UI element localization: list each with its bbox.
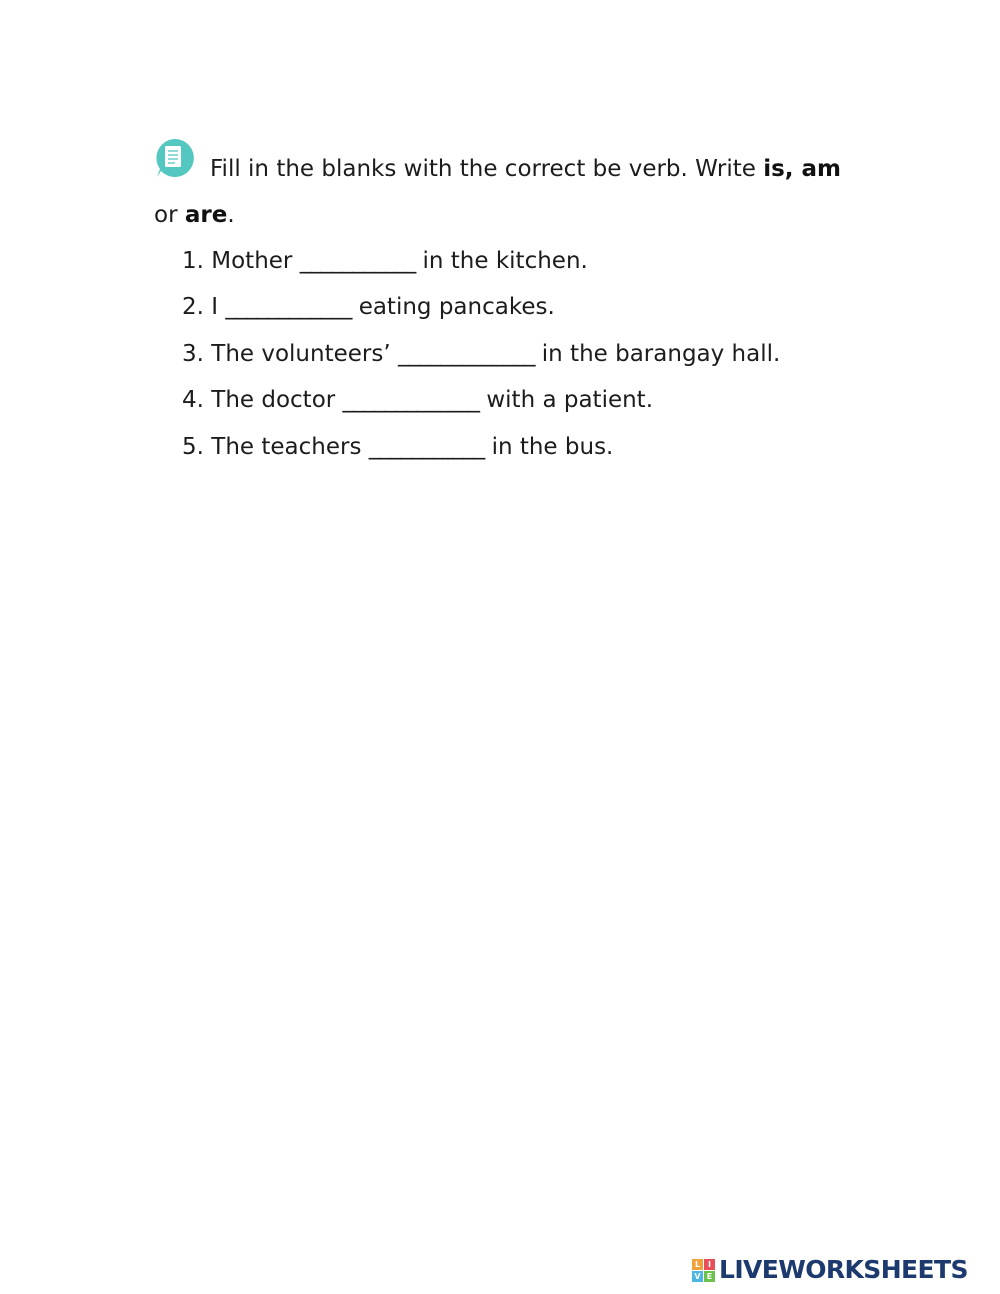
question-list bbox=[182, 246, 780, 478]
instruction-line-2 bbox=[154, 200, 235, 230]
question-number: 2. bbox=[182, 294, 204, 321]
answer-blank[interactable]: ___________ bbox=[368, 433, 485, 460]
question-before: I bbox=[211, 294, 219, 321]
question-after: eating pancakes. bbox=[358, 294, 555, 321]
answer-blank[interactable]: ____________ bbox=[225, 294, 352, 321]
instruction-are-bold: are bbox=[184, 202, 228, 228]
logo-block: L bbox=[692, 1259, 703, 1270]
instruction-or: or bbox=[154, 202, 185, 228]
question-before: Mother bbox=[211, 248, 293, 274]
liveworksheets-logo-icon bbox=[692, 1259, 715, 1282]
logo-block: V bbox=[692, 1271, 703, 1282]
brand-name: LIVEWORKSHEETS bbox=[719, 1255, 968, 1284]
notepad-icon bbox=[152, 136, 196, 180]
answer-blank[interactable]: ___________ bbox=[299, 248, 416, 274]
instruction-text: Fill in the blanks with the correct be verb. Write bbox=[210, 156, 764, 182]
question-item bbox=[182, 339, 780, 385]
question-number: 4. bbox=[182, 387, 204, 414]
question-before: The volunteers’ bbox=[211, 340, 391, 367]
liveworksheets-brand bbox=[692, 1255, 968, 1285]
logo-block: E bbox=[704, 1271, 715, 1282]
question-item bbox=[182, 292, 780, 338]
question-number: 3. bbox=[182, 340, 204, 367]
answer-blank[interactable]: _____________ bbox=[342, 387, 480, 414]
instruction-period: . bbox=[227, 202, 235, 228]
instruction-options-bold: is, am bbox=[763, 156, 842, 182]
question-number: 1. bbox=[182, 248, 204, 274]
question-after: with a patient. bbox=[486, 387, 654, 414]
instruction-line-1 bbox=[210, 154, 841, 184]
question-item bbox=[182, 432, 780, 478]
logo-block: I bbox=[704, 1259, 715, 1270]
question-before: The doctor bbox=[211, 387, 336, 414]
answer-blank[interactable]: _____________ bbox=[397, 340, 535, 367]
question-after: in the barangay hall. bbox=[541, 340, 781, 367]
question-after: in the kitchen. bbox=[422, 248, 588, 274]
question-number: 5. bbox=[182, 433, 204, 460]
question-before: The teachers bbox=[211, 433, 362, 460]
question-item bbox=[182, 246, 780, 292]
question-item bbox=[182, 385, 780, 431]
question-after: in the bus. bbox=[491, 433, 614, 460]
